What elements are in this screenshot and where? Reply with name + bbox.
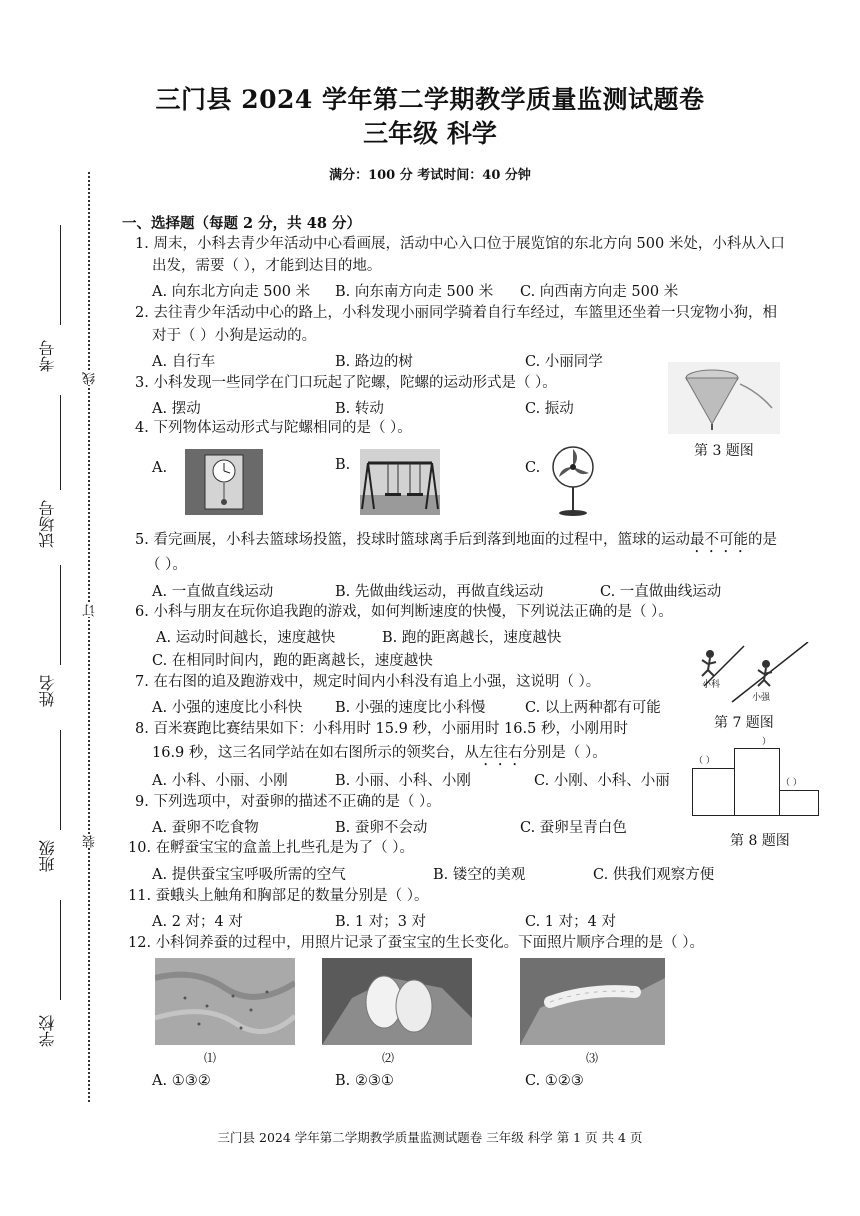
q3-figure-caption: 第 3 题图 [694,443,754,459]
q1-line1: 1. 周末，小科去青少年活动中心看画展，活动中心入口位于展览馆的东北方向 500 米处，小科从入口 [135,236,785,252]
clock-image [185,449,263,515]
q3-option-a: A. 摆动 [152,401,201,417]
silkworm-photo-1 [155,958,295,1045]
q9-line1: 9. 下列选项中，对蚕卵的描述不正确的是（ ）。 [135,794,441,810]
q8-line2: 16.9 秒，这三名同学站在如右图所示的领奖台，从左往右分别是（ ）。 [152,745,607,761]
q2-option-a: A. 自行车 [152,354,216,370]
page-subtitle: 三年级 科学 [363,119,497,148]
ding-mark: 订 [83,604,98,617]
silkworm-photo-2 [322,958,472,1045]
q12-option-c: C. ①②③ [525,1073,584,1089]
q5-option-c: C. 一直做曲线运动 [600,584,722,600]
q4-option-a: A. [152,460,168,476]
q7-option-b: B. 小强的速度比小科慢 [335,700,486,716]
q12-option-b: B. ②③① [335,1073,394,1089]
q9-option-a: A. 蚕卵不吃食物 [152,820,259,836]
q11-option-a: A. 2 对；4 对 [152,914,243,930]
q11-option-b: B. 1 对；3 对 [335,914,427,930]
q3-line1: 3. 小科发现一些同学在门口玩起了陀螺，陀螺的运动形式是（ ）。 [135,375,557,391]
q4-option-c: C. [525,460,541,476]
q1-line2: 出发，需要（ ），才能到达目的地。 [152,258,382,274]
page-footer: 三门县 2024 学年第二学期教学质量监测试题卷 三年级 科学 第 1 页 共 4 页 [217,1130,643,1145]
class-line [60,730,61,830]
silkworm-photo-3 [520,958,665,1045]
q4-line1: 4. 下列物体运动形式与陀螺相同的是（ ）。 [135,420,412,436]
q7-option-c: C. 以上两种都有可能 [525,700,661,716]
q8-option-c: C. 小刚、小科、小丽 [534,773,670,789]
swing-image [360,449,440,515]
exam-meta: 满分：100 分 考试时间：40 分钟 [329,168,531,183]
photo-3-label: ⑶ [586,1051,599,1065]
class-label: 班级 [38,840,57,872]
q8-option-b: B. 小丽、小科、小刚 [335,773,471,789]
q3-option-c: C. 振动 [525,401,574,417]
q5-line1: 5. 看完画展，小科去篮球场投篮，投球时篮球离手后到落到地面的过程中，篮球的运动最不可能的是 [135,532,777,548]
binding-dotted-line [88,172,90,1102]
line-mark: 线 [83,372,98,385]
section-title: 一、选择题（每题 2 分，共 48 分） [122,215,361,232]
photo-1-label: ⑴ [204,1051,217,1065]
q7-label-xiaoke: 小科 [702,680,721,690]
q7-option-a: A. 小强的速度比小科快 [152,700,303,716]
room-no-line [60,395,61,490]
spinning-top-figure [668,362,780,434]
q1-option-c: C. 向西南方向走 500 米 [520,284,679,300]
q7-line1: 7. 在右图的追及跑游戏中，规定时间内小科没有追上小强，这说明（ ）。 [135,674,601,690]
school-label: 学校 [38,1015,57,1047]
q11-line1: 11. 蚕蛾头上触角和胸部足的数量分别是（ ）。 [128,888,429,904]
q10-line1: 10. 在孵蚕宝宝的盒盖上扎些孔是为了（ ）。 [128,840,415,856]
q7-figure-caption: 第 7 题图 [714,715,774,731]
q6-option-c: C. 在相同时间内，跑的距离越长，速度越快 [152,653,433,669]
fan-image [545,443,601,518]
school-line [60,900,61,1000]
q6-line1: 6. 小科与朋友在玩你追我跑的游戏，如何判断速度的快慢，下列说法正确的是（ ）。 [135,604,673,620]
q10-option-c: C. 供我们观察方便 [593,867,715,883]
photo-2-label: ⑵ [382,1051,395,1065]
name-line [60,565,61,665]
q2-option-b: B. 路边的树 [335,354,413,370]
podium-left-blank: （ ） [694,756,715,766]
q4-option-b: B. [335,457,351,473]
exam-no-line [60,225,61,325]
podium-right-blank: （ ） [781,778,802,788]
zhuang-mark: 装 [83,835,98,848]
page-title: 三门县 2024 学年第二学期教学质量监测试题卷 [155,85,705,114]
q6-option-b: B. 跑的距离越长，速度越快 [382,630,562,646]
q2-line2: 对于（ ）小狗是运动的。 [152,328,317,344]
exam-no-label: 考号 [38,340,57,372]
q1-option-b: B. 向东南方向走 500 米 [335,284,494,300]
q5-line2: （ ）。 [146,557,187,573]
room-no-label: 试场号 [38,500,57,548]
q5-option-b: B. 先做曲线运动，再做直线运动 [335,584,544,600]
q11-option-c: C. 1 对；4 对 [525,914,616,930]
q12-option-a: A. ①③② [152,1073,211,1089]
q2-line1: 2. 去往青少年活动中心的路上，小科发现小丽同学骑着自行车经过，车篮里还坐着一只宠物小狗，相 [135,305,777,321]
q3-option-b: B. 转动 [335,401,384,417]
q8-line1: 8. 百米赛跑比赛结果如下：小科用时 15.9 秒，小丽用时 16.5 秒，小刚用时 [135,721,628,737]
q2-option-c: C. 小丽同学 [525,354,603,370]
chase-game-figure [690,642,810,704]
q5-option-a: A. 一直做直线运动 [152,584,274,600]
podium-right [779,790,819,816]
q1-option-a: A. 向东北方向走 500 米 [152,284,311,300]
q8-figure-caption: 第 8 题图 [730,833,790,849]
q9-option-c: C. 蚕卵呈青白色 [520,820,627,836]
podium-middle [734,748,780,816]
q12-line1: 12. 小科饲养蚕的过程中，用照片记录了蚕宝宝的生长变化。下面照片顺序合理的是（ ）。 [128,935,705,951]
q6-option-a: A. 运动时间越长，速度越快 [156,630,336,646]
name-label: 姓名 [38,675,57,707]
q10-option-a: A. 提供蚕宝宝呼吸所需的空气 [152,867,346,883]
q7-label-xiaoqiang: 小强 [752,693,771,703]
q10-option-b: B. 镂空的美观 [433,867,526,883]
podium-middle-blank: ） [762,737,772,747]
q9-option-b: B. 蚕卵不会动 [335,820,428,836]
podium-left [692,768,735,816]
q8-option-a: A. 小科、小丽、小刚 [152,773,288,789]
